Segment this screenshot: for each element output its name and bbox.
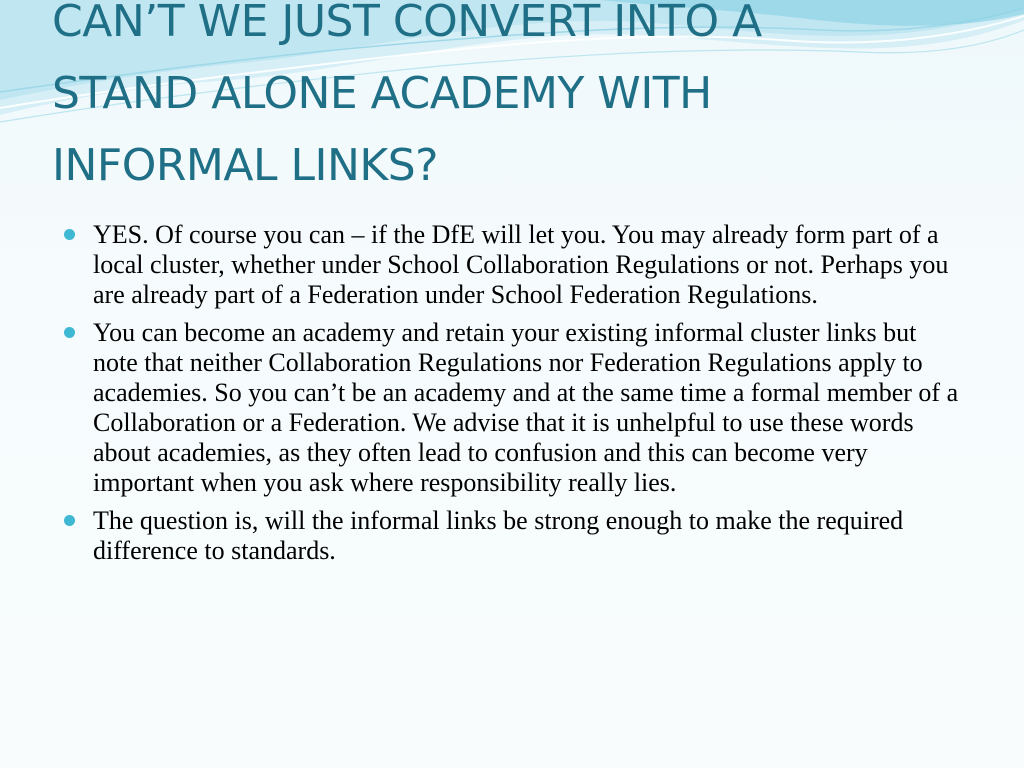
- title-line-3: INFORMAL LINKS?: [52, 140, 439, 191]
- bullet-dot-icon: [64, 515, 75, 526]
- bullet-item: [62, 506, 962, 566]
- title-line-2: STAND ALONE ACADEMY WITH: [52, 68, 712, 119]
- bullet-dot-icon: [64, 327, 75, 338]
- bullet-list: [62, 220, 962, 574]
- title-line-1: CAN’T WE JUST CONVERT INTO A: [52, 0, 762, 47]
- bullet-text: The question is, will the informal links be strong enough to make the required difference to standards.: [93, 506, 904, 565]
- bullet-text: YES. Of course you can – if the DfE will let you. You may already form part of a local cluster, whether under School Collaboration Regulations or not. Perhaps you are already part of a Federation under School Federation Regulations.: [93, 220, 949, 309]
- bullet-text: You can become an academy and retain your existing informal cluster links but note that neither Collaboration Regulations nor Federation Regulations apply to academies. So you can’t be an academy and at the same time a formal member of a Collaboration or a Federation. We advise that it is unhelpful to use these words about academies, as they often lead to confusion and this can become very important when you ask where responsibility really lies.: [93, 318, 959, 497]
- bullet-dot-icon: [64, 229, 75, 240]
- bullet-item: [62, 318, 962, 498]
- slide-title: [52, 0, 982, 202]
- bullet-item: [62, 220, 962, 310]
